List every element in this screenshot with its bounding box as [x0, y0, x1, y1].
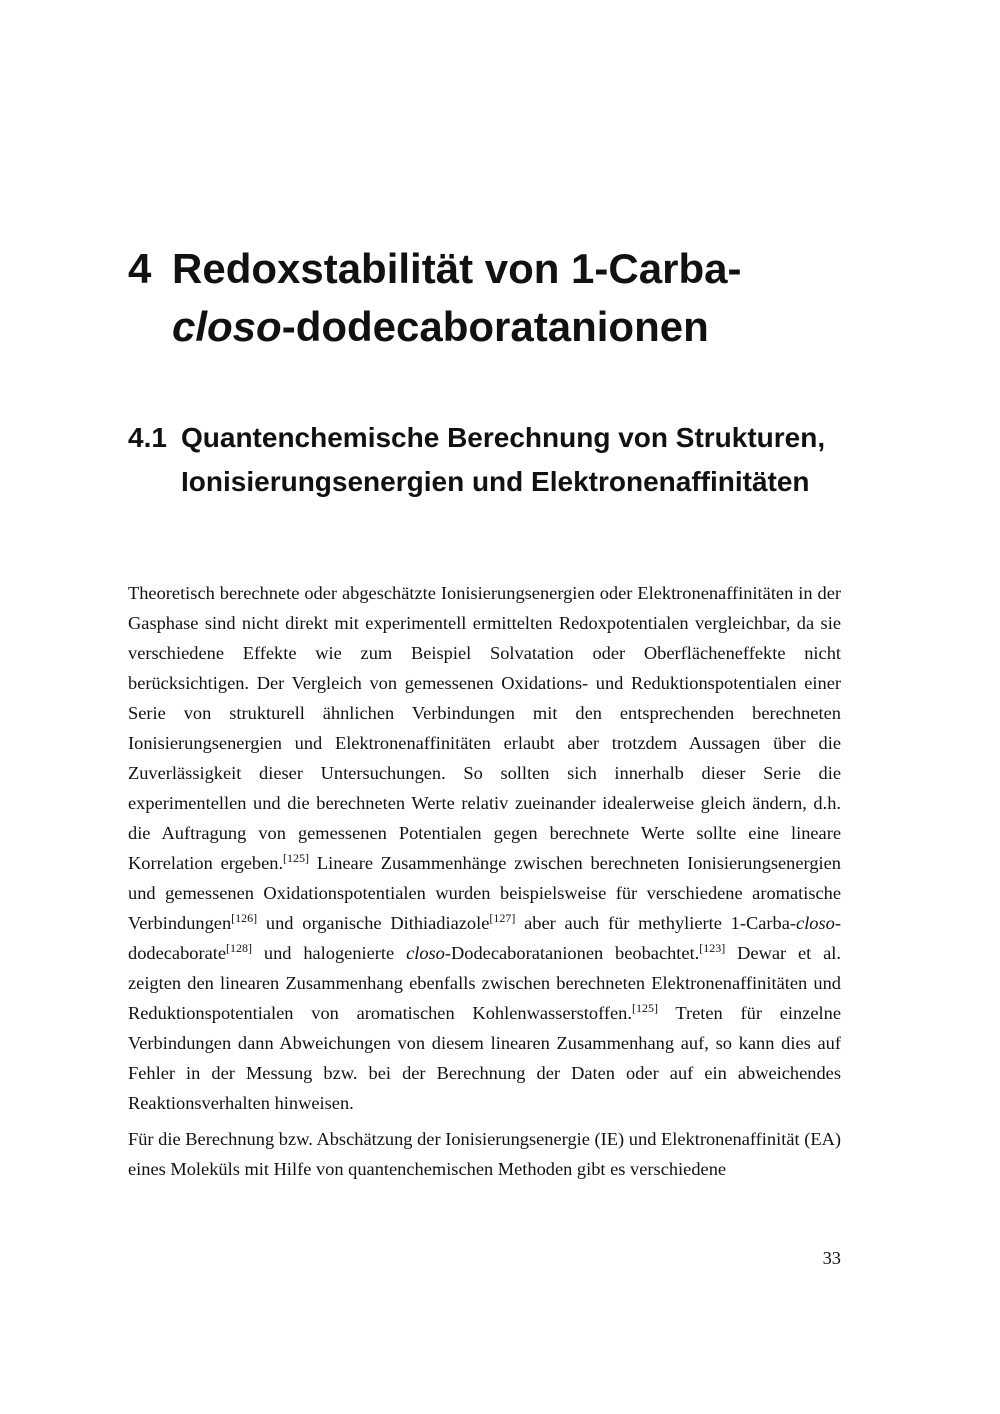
section-number: 4.1 — [128, 422, 167, 453]
italic-term: closo — [796, 913, 835, 933]
paragraph-1-text-4: aber auch für methylierte 1-Carba- — [515, 913, 797, 933]
page-number: 33 — [822, 1248, 841, 1268]
chapter-title-part2: -dodecaboratanionen — [281, 303, 709, 350]
paragraph-1-text-6: und halogenierte — [252, 943, 407, 963]
paragraph-1-text-7: -Dodecaboratanionen beobachtet. — [444, 943, 700, 963]
chapter-title — [128, 240, 888, 356]
paragraph-1-text-2: Lineare Zusammenhänge zwischen berechneten Ionisierungsenergien und gemessenen Oxidationspotentialen wurden beispielsweise für verschiedene aromatische Verbindungen — [128, 853, 841, 933]
paragraph-1-text-1: Theoretisch berechnete oder abgeschätzte Ionisierungsenergien oder Elektronenaffinitäten in der Gasphase sind nicht direkt mit experimentell ermittelten Redoxpotentialen vergleichbar, da sie verschiedene Effekte wie zum Beispiel Solvatation oder Oberflächeneffekte nicht berücksichtigen. Der Vergleich von gemessenen Oxidations- und Reduktionspotentialen einer Serie von strukturell ähnlichen Verbindungen mit den entsprechenden berechneten Ionisierungsenergien und Elektronenaffinitäten erlaubt aber trotzdem Aussagen über die Zuverlässigkeit dieser Untersuchungen. So sollten sich innerhalb dieser Serie die experimentellen und die berechneten Werte relativ zueinander idealerweise gleich ändern, d.h. die Auftragung von gemessenen Potentialen gegen berechnete Werte sollte eine lineare Korrelation ergeben. — [128, 583, 841, 873]
chapter-number: 4 — [128, 245, 152, 292]
section-title-text: Quantenchemische Berechnung von Strukturen, Ionisierungsenergien und Elektronenaffinitäten — [181, 422, 826, 497]
italic-term: closo — [406, 943, 445, 963]
paragraph-1 — [128, 578, 841, 1118]
citation-ref: [125] — [631, 1001, 658, 1015]
paragraph-1-text-3: und organische Dithiadiazole — [257, 913, 490, 933]
paragraph-1-text-9: Treten für einzelne Verbindungen dann Abweichungen von diesem linearen Zusammenhang auf, so kann dies auf Fehler in der Messung bzw. bei der Berechnung der Daten oder auf ein abweichendes Reaktionsverhalten hinweisen. — [128, 1003, 841, 1113]
paragraph-1-text-5: -dodecaborate — [128, 913, 841, 963]
citation-ref: [123] — [699, 941, 726, 955]
paragraph-1-text-8: Dewar et al. zeigten den linearen Zusammenhang ebenfalls zwischen berechneten Elektronenaffinitäten und Reduktionspotentialen von aromatischen Kohlenwasserstoffen. — [128, 943, 841, 1023]
section-title — [128, 416, 888, 503]
citation-ref: [126] — [231, 911, 258, 925]
chapter-title-italic: closo — [172, 303, 282, 350]
citation-ref: [128] — [226, 941, 253, 955]
citation-ref: [127] — [489, 911, 516, 925]
paragraph-2: Für die Berechnung bzw. Abschätzung der Ionisierungsenergie (IE) und Elektronenaffinität (EA) eines Moleküls mit Hilfe von quantenchemischen Methoden gibt es verschiedene — [128, 1129, 841, 1179]
body-text — [128, 578, 841, 1184]
chapter-title-text — [172, 240, 888, 356]
citation-ref: [125] — [283, 851, 310, 865]
chapter-title-part1: Redoxstabilität von 1-Carba- — [172, 245, 742, 292]
